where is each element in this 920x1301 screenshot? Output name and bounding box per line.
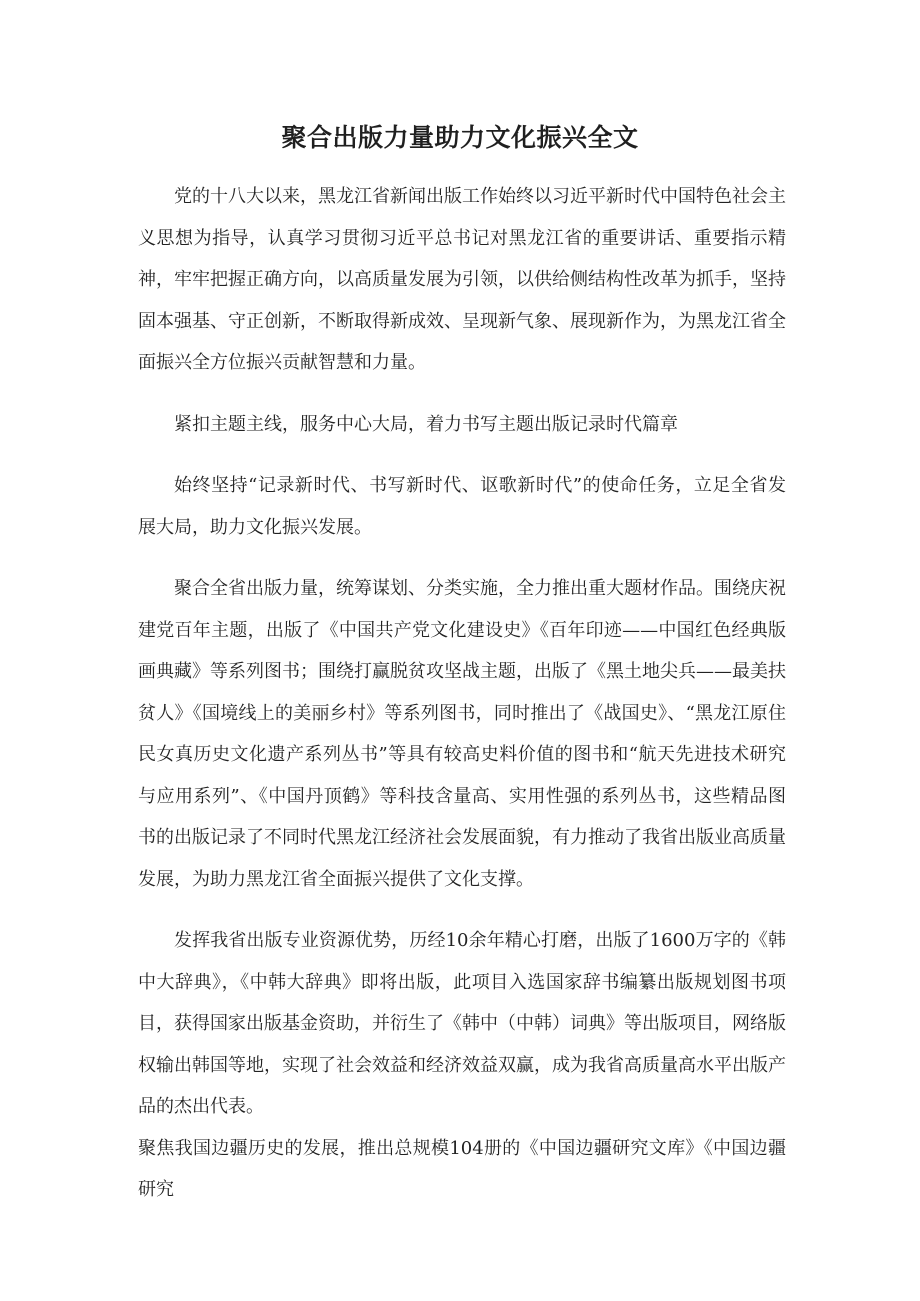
- document-title: 聚合出版力量助力文化振兴全文: [281, 123, 639, 152]
- paragraph-section-heading: 紧扣主题主线，服务中心大局，着力书写主题出版记录时代篇章: [174, 413, 678, 435]
- paragraph-dictionary: 发挥我省出版专业资源优势，历经10余年精心打磨，出版了1600万字的《韩中大辞典》，《中韩大辞典》即将出版，此项目入选国家辞书编纂出版规划图书项目，获得国家出版基金资助，并衍生了《韩中（中韩）词典》等出版项目，网络版权输出韩国等地，实现了社会效益和经济效益双赢，成为我省高质量高水平出版产品的杰出代表。: [138, 930, 786, 1117]
- paragraph-intro: 党的十八大以来，黑龙江省新闻出版工作始终以习近平新时代中国特色社会主义思想为指导，认真学习贯彻习近平总书记对黑龙江省的重要讲话、重要指示精神，牢牢把握正确方向，以高质量发展为引领，以供给侧结构性改革为抓手，坚持固本强基、守正创新，不断取得新成效、呈现新气象、展现新作为，为黑龙江省全面振兴全方位振兴贡献智慧和力量。: [138, 186, 786, 373]
- paragraph-mission: 始终坚持“记录新时代、书写新时代、讴歌新时代”的使命任务，立足全省发展大局，助力文化振兴发展。: [138, 475, 786, 538]
- paragraph-major-works: 聚合全省出版力量，统筹谋划、分类实施，全力推出重大题材作品。围绕庆祝建党百年主题，出版了《中国共产党文化建设史》《百年印迹——中国红色经典版画典藏》等系列图书；围绕打赢脱贫攻坚战主题，出版了《黑土地尖兵——最美扶贫人》《国境线上的美丽乡村》等系列图书，同时推出了《战国史》、“黑龙江原住民女真历史文化遗产系列丛书”等具有较高史料价值的图书和“航天先进技术研究与应用系列”、《中国丹顶鹤》等科技含量高、实用性强的系列丛书，这些精品图书的出版记录了不同时代黑龙江经济社会发展面貌，有力推动了我省出版业高质量发展，为助力黑龙江省全面振兴提供了文化支撑。: [138, 578, 786, 890]
- document-body: [138, 176, 786, 1231]
- paragraph-frontier-research: 聚焦我国边疆历史的发展，推出总规模104册的《中国边疆研究文库》《中国边疆研究: [138, 1137, 786, 1200]
